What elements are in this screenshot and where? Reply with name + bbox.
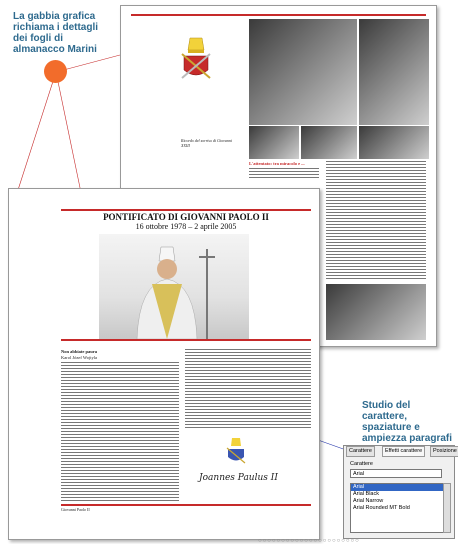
back-page-text-2: [326, 161, 426, 279]
font-list-item[interactable]: Arial: [351, 484, 443, 491]
tab-posizione[interactable]: Posizione: [430, 446, 458, 457]
photo-small-2: [301, 126, 357, 159]
section-subheading: Karol Józef Wojtyla: [61, 355, 98, 360]
pope-figure-icon: [117, 239, 217, 339]
font-name-input[interactable]: Arial: [350, 469, 442, 478]
font-list-scrollbar[interactable]: [443, 483, 451, 533]
front-page-mid-rule: [61, 339, 311, 341]
tab-carattere[interactable]: Carattere: [346, 446, 375, 457]
photo-portrait-group: [249, 19, 357, 125]
font-list-item[interactable]: Arial Narrow: [353, 498, 384, 504]
papal-coat-of-arms-icon: [176, 36, 216, 82]
orange-marker-icon: [44, 60, 67, 83]
callout-typography-note: Studio del carattere, spaziature e ampiezza paragrafi: [362, 400, 453, 444]
back-page-heading: L'attentato: tra miracolo e ...: [249, 161, 305, 166]
font-list-item[interactable]: Arial Rounded MT Bold: [353, 505, 410, 511]
font-list[interactable]: [350, 483, 444, 533]
font-list-item[interactable]: Arial Black: [353, 491, 379, 497]
font-field-label: Carattere: [350, 461, 373, 467]
callout-grid-note: La gabbia grafica richiama i dettagli dei fogli di almanacco Marini: [13, 11, 99, 55]
photo-small-1: [249, 126, 299, 159]
photo-portrait-right: [359, 19, 429, 125]
papal-coat-of-arms-small-icon: [224, 437, 248, 465]
font-dialog: [343, 445, 455, 539]
front-page-bottom-rule: [61, 504, 311, 506]
front-page-top-rule: [61, 209, 311, 211]
section-heading: Non abbiate paura: [61, 349, 98, 354]
front-page: [8, 188, 320, 540]
pope-signature: Joannes Paulus II: [199, 473, 278, 483]
tab-effetti-carattere[interactable]: Effetti carattere: [382, 446, 425, 457]
photo-hospital: [326, 284, 426, 340]
back-page-caption: Ricordo del sorriso di Giovanni XXIII: [181, 138, 232, 148]
back-page-top-rule: [131, 14, 426, 16]
decorative-dots: ○○○○○○○○○○○○○○○○○○○○○○: [258, 538, 360, 544]
photo-small-3: [359, 126, 429, 159]
front-page-text-col-1: [61, 362, 179, 502]
front-page-text-col-2: [185, 349, 311, 429]
page-title: PONTIFICATO DI GIOVANNI PAOLO II: [103, 212, 269, 222]
page-footer: Giovanni Paolo II: [61, 507, 90, 512]
back-page-text-1: [249, 168, 319, 178]
page-subtitle: 16 ottobre 1978 – 2 aprile 2005: [135, 222, 237, 231]
